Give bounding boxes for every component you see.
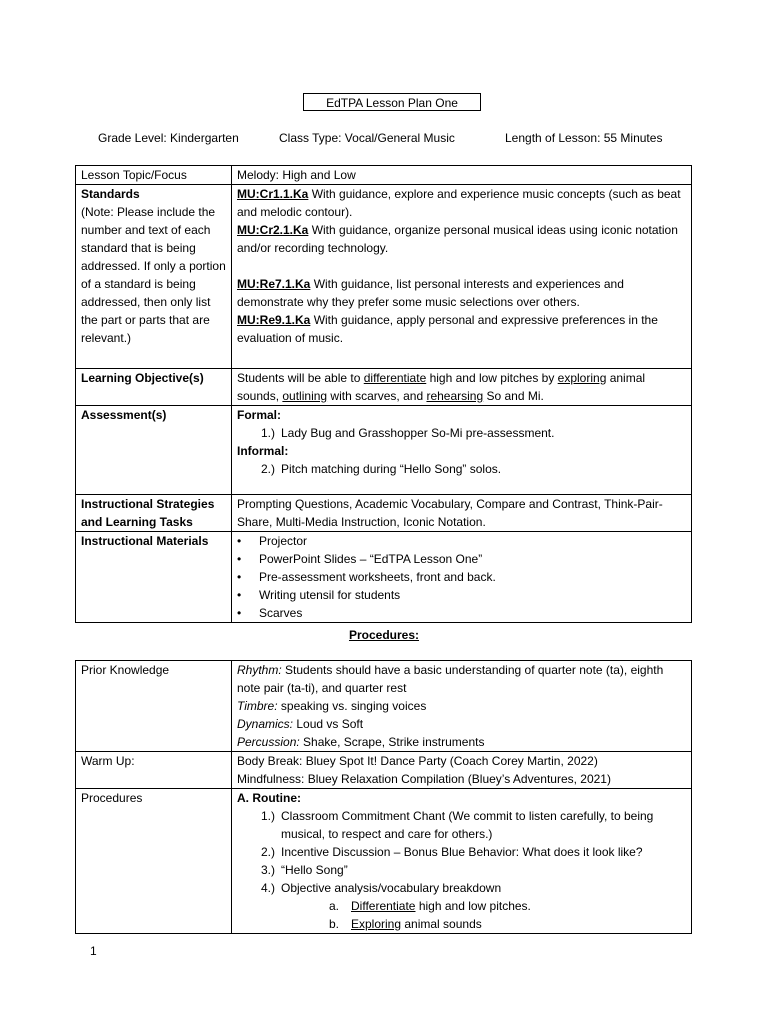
objectives-value [232,369,692,406]
procedures-value [232,789,692,934]
list-item [237,807,686,843]
objective-text: So and Mi. [483,389,544,403]
standard-code: MU:Cr1.1.Ka [237,187,309,201]
topic-value: Melody: High and Low [232,166,692,185]
standard-text: With guidance, list personal interests and experiences and demonstrate why they prefer some music selections over others. [237,277,624,309]
objectives-label: Learning Objective(s) [76,369,232,406]
list-item [237,861,686,879]
material-text: Projector [259,534,308,548]
item-text: “Hello Song” [281,863,348,877]
item-number: 2.) [261,462,276,476]
standard-text: With guidance, explore and experience music concepts (such as beat and melodic contour). [237,187,681,219]
objective-verb: differentiate [363,371,427,385]
topic-label: Percussion: [237,735,300,749]
sub-list-item [237,915,686,933]
topic-label: Lesson Topic/Focus [76,166,232,185]
bullet-icon: • [237,588,242,602]
standard-code: MU:Re9.1.Ka [237,313,311,327]
item-number: a. [329,899,340,913]
item-number: 2.) [261,845,276,859]
bullet-icon: • [237,570,242,584]
informal-label: Informal: [237,444,289,458]
objective-text: high and low pitches by [426,371,558,385]
item-verb: Differentiate [351,899,416,913]
standard-item [237,185,686,221]
topic-text: Students should have a basic understanding of quarter note (ta), eighth note pair (ta-ti), and quarter rest [237,663,664,695]
list-item [237,586,686,604]
list-item [237,843,686,861]
objective-verb: outlining [282,389,328,403]
strategies-row [76,495,692,532]
bullet-icon: • [237,552,242,566]
item-text: Classroom Commitment Chant (We commit to listen carefully, to being musical, to respect and care for others.) [281,809,654,841]
item-text: high and low pitches. [415,899,531,913]
topic-text: speaking vs. singing voices [277,699,427,713]
material-text: PowerPoint Slides – “EdTPA Lesson One” [259,552,483,566]
item-number: 4.) [261,881,276,895]
warmup-row [76,752,692,789]
list-item [237,568,686,586]
objective-verb: rehearsing [426,389,484,403]
materials-label: Instructional Materials [76,532,232,623]
item-text: animal sounds [401,917,482,931]
objective-text: with scarves, and [327,389,427,403]
objective-verb: exploring [557,371,607,385]
materials-row [76,532,692,623]
document-title: EdTPA Lesson Plan One [303,93,481,111]
formal-item [237,424,686,442]
item-number: 1.) [261,809,276,823]
topic-label: Timbre: [237,699,278,713]
material-text: Writing utensil for students [259,588,401,602]
item-number: 3.) [261,863,276,877]
grade-level: Grade Level: Kindergarten [98,131,239,145]
item-text: Incentive Discussion – Bonus Blue Behavior: What does it look like? [281,845,643,859]
dynamics-line [237,715,686,733]
assessment-label: Assessment(s) [76,406,232,495]
warmup-value [232,752,692,789]
item-text: Objective analysis/vocabulary breakdown [281,881,502,895]
list-item [237,879,686,897]
bullet-icon: • [237,606,242,620]
standards-row [76,185,692,369]
assessment-value [232,406,692,495]
procedures-row [76,789,692,934]
objective-text: Students will be able to [237,371,364,385]
bullet-icon: • [237,534,242,548]
lesson-length: Length of Lesson: 55 Minutes [505,131,663,145]
material-text: Scarves [259,606,303,620]
material-text: Pre-assessment worksheets, front and back. [259,570,496,584]
procedures-label: Procedures [76,789,232,934]
spacer [237,257,686,275]
item-text: Lady Bug and Grasshopper So-Mi pre-assessment. [281,426,555,440]
strategies-value: Prompting Questions, Academic Vocabulary, Compare and Contrast, Think-Pair-Share, Multi-Media Instruction, Iconic Notation. [232,495,692,532]
item-number: b. [329,917,340,931]
standard-code: MU:Re7.1.Ka [237,277,311,291]
page-number: 1 [90,944,97,958]
strategies-label: Instructional Strategies and Learning Tasks [76,495,232,532]
topic-label: Rhythm: [237,663,282,677]
list-item [237,550,686,568]
sub-list-item [237,897,686,915]
class-type: Class Type: Vocal/General Music [279,131,455,145]
standards-note: (Note: Please include the number and text of each standard that is being addressed. If only a portion of a standard is being addressed, then only list the part or parts that are relevant.) [81,205,226,345]
standard-item [237,311,686,347]
standard-item [237,221,686,257]
assessment-row [76,406,692,495]
objectives-row [76,369,692,406]
procedures-heading: Procedures: [348,628,420,642]
topic-text: Shake, Scrape, Strike instruments [299,735,485,749]
standard-code: MU:Cr2.1.Ka [237,223,309,237]
objective-text: animal sounds, [237,371,646,403]
item-verb: Exploring [351,917,402,931]
formal-label: Formal: [237,408,282,422]
standards-label: Standards [81,187,140,201]
standard-item [237,275,686,311]
prior-knowledge-row [76,661,692,752]
warmup-line: Body Break: Bluey Spot It! Dance Party (Coach Corey Martin, 2022) [237,754,598,768]
percussion-line [237,733,686,751]
standard-text: With guidance, organize personal musical ideas using iconic notation and/or recording technology. [237,223,678,255]
topic-text: Loud vs Soft [293,717,364,731]
lesson-plan-table [75,165,692,623]
informal-item [237,460,686,478]
list-item [237,532,686,550]
standard-text: With guidance, apply personal and expressive preferences in the evaluation of music. [237,313,658,345]
item-number: 1.) [261,426,276,440]
warmup-line: Mindfulness: Bluey Relaxation Compilation (Bluey’s Adventures, 2021) [237,772,611,786]
item-text: Pitch matching during “Hello Song” solos. [281,462,502,476]
topic-label: Dynamics: [237,717,294,731]
list-item [237,604,686,622]
routine-heading: A. Routine: [237,791,301,805]
timbre-line [237,697,686,715]
procedures-table [75,660,692,934]
rhythm-line [237,661,686,697]
warmup-label: Warm Up: [76,752,232,789]
standards-list [232,185,692,369]
prior-knowledge-value [232,661,692,752]
topic-row [76,166,692,185]
prior-knowledge-label: Prior Knowledge [76,661,232,752]
materials-list [232,532,692,623]
